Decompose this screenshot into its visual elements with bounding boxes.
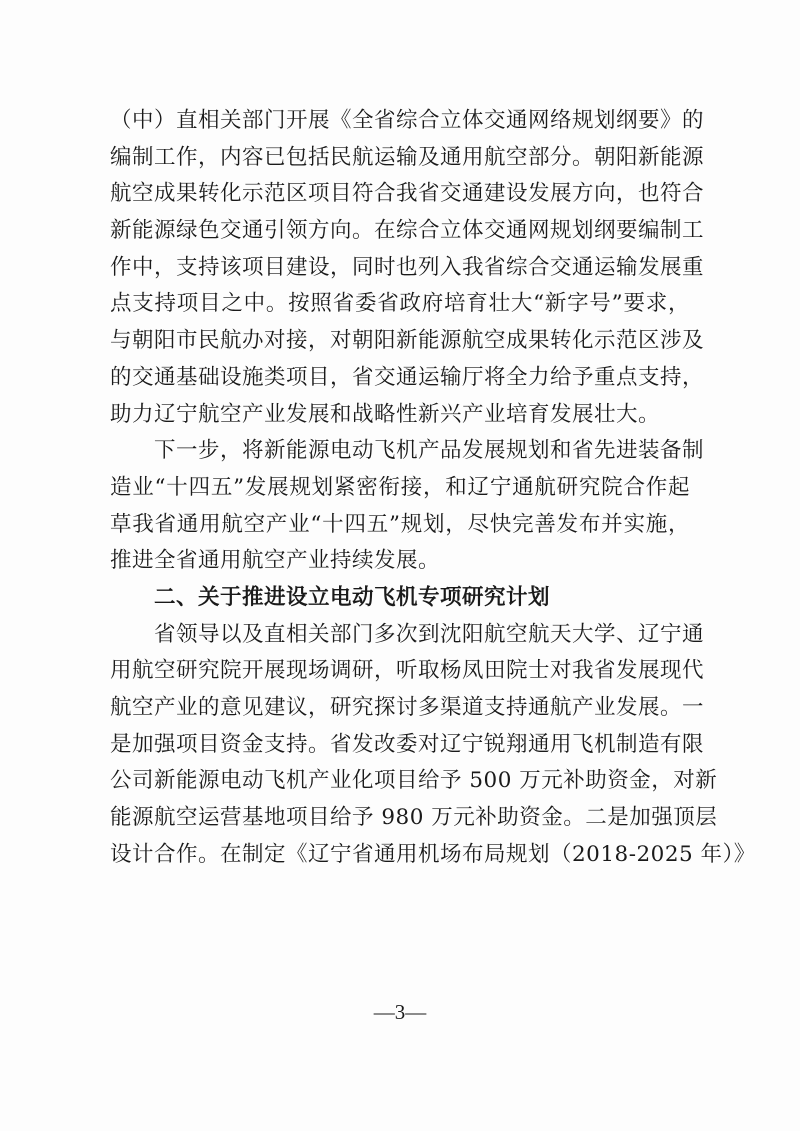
text-line: 的交通基础设施类项目，省交通运输厅将全力给予重点支持， bbox=[110, 364, 705, 390]
text-line: 造业“十四五”发展规划紧密衔接，和辽宁通航研究院合作起 bbox=[110, 474, 690, 500]
text-line: 与朝阳市民航办对接，对朝阳新能源航空成果转化示范区涉及 bbox=[110, 328, 705, 354]
text-line: 作中，支持该项目建设，同时也列入我省综合交通运输发展重 bbox=[110, 254, 705, 280]
section-heading: 二、关于推进设立电动飞机专项研究计划 bbox=[154, 584, 551, 610]
text-line: 助力辽宁航空产业发展和战略性新兴产业培育发展壮大。 bbox=[110, 401, 661, 427]
paragraph-1 bbox=[110, 103, 705, 433]
text-line: 公司新能源电动飞机产业化项目给予 500 万元补助资金，对新 bbox=[110, 768, 718, 794]
text-line: 是加强项目资金支持。省发改委对辽宁锐翔通用飞机制造有限 bbox=[110, 731, 705, 757]
text-line: 航空成果转化示范区项目符合我省交通建设发展方向，也符合 bbox=[110, 181, 705, 207]
text-line: 省领导以及直相关部门多次到沈阳航空航天大学、辽宁通 bbox=[154, 621, 705, 647]
text-line: 新能源绿色交通引领方向。在综合立体交通网规划纲要编制工 bbox=[110, 218, 705, 244]
document-body bbox=[110, 103, 756, 873]
text-line: （中）直相关部门开展《全省综合立体交通网络规划纲要》的 bbox=[110, 108, 705, 133]
text-line: 设计合作。在制定《辽宁省通用机场布局规划（2018-2025 年）》 bbox=[110, 841, 756, 867]
paragraph-3 bbox=[110, 617, 756, 874]
text-line: 草我省通用航空产业“十四五”规划，尽快完善发布并实施， bbox=[110, 511, 690, 537]
text-line: 能源航空运营基地项目给予 980 万元补助资金。二是加强顶层 bbox=[110, 805, 718, 831]
paragraph-2 bbox=[110, 433, 705, 580]
text-line: 用航空研究院开展现场调研，听取杨凤田院士对我省发展现代 bbox=[110, 658, 705, 684]
text-line: 下一步，将新能源电动飞机产品发展规划和省先进装备制 bbox=[154, 438, 705, 464]
text-line: 编制工作，内容已包括民航运输及通用航空部分。朝阳新能源 bbox=[110, 144, 705, 170]
text-line: 点支持项目之中。按照省委省政府培育壮大“新字号”要求， bbox=[110, 291, 690, 317]
page-number: —3— bbox=[373, 1000, 427, 1024]
text-line: 推进全省通用航空产业持续发展。 bbox=[110, 548, 441, 574]
text-line: 航空产业的意见建议，研究探讨多渠道支持通航产业发展。一 bbox=[110, 695, 705, 720]
